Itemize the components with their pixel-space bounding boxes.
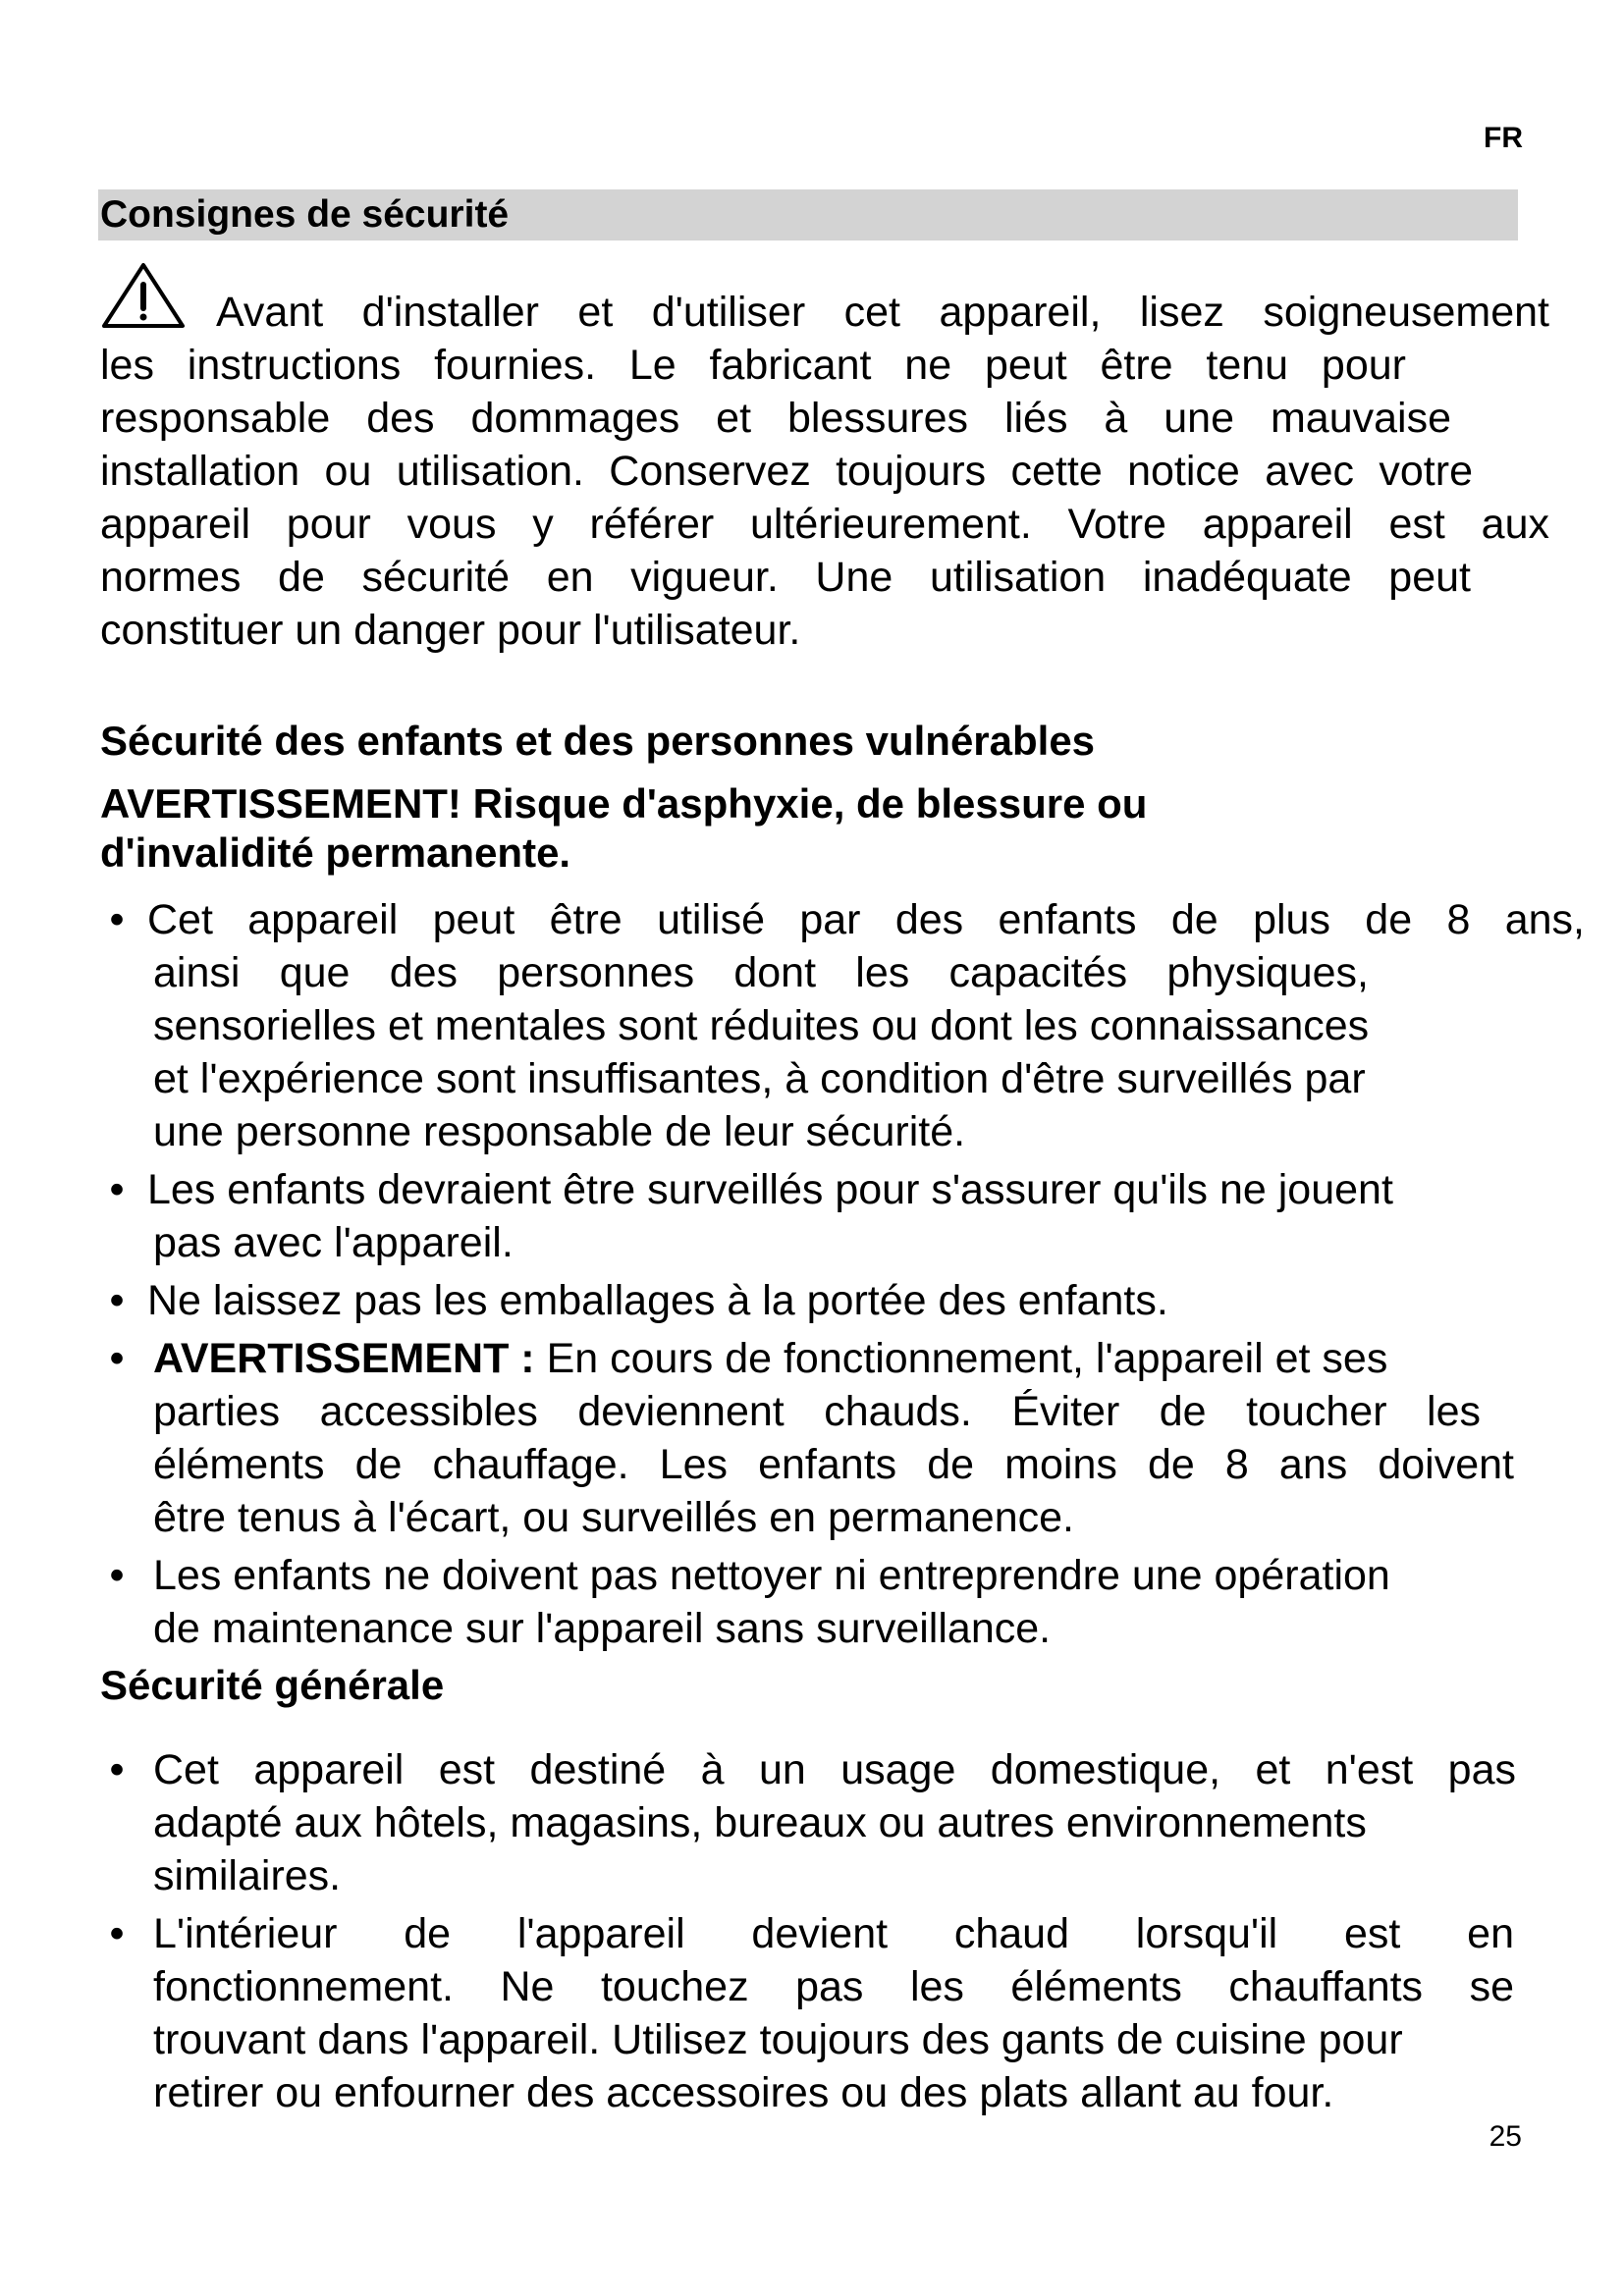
intro-line: normes de sécurité en vigueur. Une utilisation inadéquate peut [100, 554, 1471, 601]
intro-line [100, 261, 1549, 339]
list-item [98, 1743, 1591, 1902]
section-title-bar [98, 189, 1518, 240]
bullet-line: une personne responsable de leur sécurité. [153, 1108, 966, 1155]
bullet-line: sensorielles et mentales sont réduites ou dont les connaissances [153, 1002, 1370, 1049]
warning-label: AVERTISSEMENT : [153, 1335, 535, 1382]
bullet-line: parties accessibles deviennent chauds. Éviter de toucher les [153, 1388, 1481, 1435]
warning-triangle-icon [100, 261, 187, 332]
bullet-line: adapté aux hôtels, magasins, bureaux ou autres environnements [153, 1799, 1367, 1846]
warning-line: AVERTISSEMENT! Risque d'asphyxie, de blessure ou [100, 780, 1148, 827]
bullet-line [153, 1332, 1591, 1385]
language-label: FR [1484, 122, 1523, 154]
bullet-dot: • [109, 1166, 125, 1213]
bullet-line: de maintenance sur l'appareil sans surveillance. [153, 1605, 1052, 1652]
list-item [98, 1332, 1591, 1544]
bullet-line: éléments de chauffage. Les enfants de moins de 8 ans doivent [153, 1441, 1514, 1488]
children-safety-heading: Sécurité des enfants et des personnes vulnérables [100, 718, 1096, 764]
intro-line: constituer un danger pour l'utilisateur. [100, 607, 801, 654]
bullet-line: et l'expérience sont insuffisantes, à condition d'être surveillés par [153, 1055, 1366, 1102]
bullet-dot: • [109, 1277, 125, 1324]
intro-line: installation ou utilisation. Conservez toujours cette notice avec votre [100, 448, 1473, 495]
intro-line: les instructions fournies. Le fabricant ne peut être tenu pour [100, 342, 1406, 389]
general-bullet-list [98, 1743, 1591, 2124]
bullet-line: ainsi que des personnes dont les capacités physiques, [153, 949, 1369, 996]
page-number: 25 [1489, 2120, 1522, 2153]
list-item [98, 1163, 1591, 1269]
bullet-dot: • [109, 1910, 125, 1957]
bullet-line: être tenus à l'écart, ou surveillés en permanence. [153, 1494, 1075, 1541]
bullet-line: L'intérieur de l'appareil devient chaud lorsqu'il est en [153, 1910, 1514, 1957]
bullet-line: pas avec l'appareil. [153, 1219, 514, 1266]
section-title: Consignes de sécurité [100, 193, 510, 236]
bullet-line: Cet appareil peut être utilisé par des enfants de plus de 8 ans, [147, 896, 1585, 943]
list-item [98, 893, 1591, 1158]
bullet-line: trouvant dans l'appareil. Utilisez toujours des gants de cuisine pour [153, 2016, 1403, 2063]
intro-paragraph [100, 261, 1549, 657]
intro-line-text: Avant d'installer et d'utiliser cet appareil, lisez soigneusement [216, 289, 1549, 336]
bullet-line: fonctionnement. Ne touchez pas les éléments chauffants se [153, 1963, 1514, 2010]
bullet-text: En cours de fonctionnement, l'appareil et ses [534, 1335, 1388, 1382]
intro-line: responsable des dommages et blessures liés à une mauvaise [100, 395, 1451, 442]
bullet-dot: • [109, 896, 125, 943]
children-bullet-list [98, 893, 1591, 1660]
bullet-dot: • [109, 1746, 125, 1793]
children-warning [100, 779, 1475, 878]
bullet-dot: • [109, 1335, 125, 1382]
list-item [98, 1274, 1591, 1327]
warning-line: d'invalidité permanente. [100, 829, 571, 876]
bullet-line: Ne laissez pas les emballages à la portée des enfants. [147, 1277, 1168, 1324]
bullet-dot: • [109, 1552, 125, 1599]
bullet-line: Cet appareil est destiné à un usage domestique, et n'est pas [153, 1746, 1516, 1793]
bullet-line: similaires. [153, 1852, 342, 1899]
bullet-line: Les enfants devraient être surveillés pour s'assurer qu'ils ne jouent [147, 1166, 1393, 1213]
list-item [98, 1907, 1591, 2119]
intro-line: appareil pour vous y référer ultérieurement. Votre appareil est aux [100, 501, 1549, 548]
general-safety-heading: Sécurité générale [100, 1662, 445, 1708]
bullet-line: retirer ou enfourner des accessoires ou des plats allant au four. [153, 2069, 1334, 2116]
bullet-line: Les enfants ne doivent pas nettoyer ni entreprendre une opération [153, 1552, 1390, 1599]
list-item [98, 1549, 1591, 1655]
